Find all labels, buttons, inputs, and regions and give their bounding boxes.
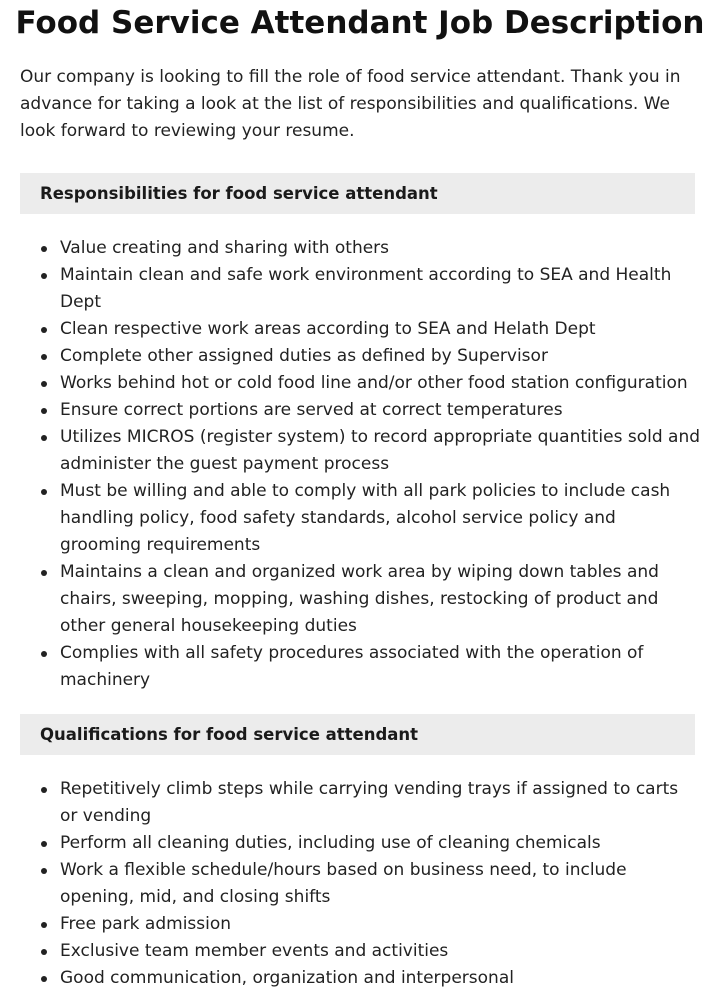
list-item-text: Must be willing and able to comply with all park policies to include cash handling policy, food safety standards, alcohol service policy and grooming requirements [60, 481, 671, 555]
list-item-text: Complies with all safety procedures associated with the operation of machinery [60, 643, 644, 690]
list-item [20, 559, 700, 640]
list-item [20, 938, 700, 965]
list-item [20, 911, 700, 938]
list-item [20, 965, 700, 992]
responsibilities-list [20, 235, 700, 694]
list-item [20, 235, 700, 262]
list-item-text: Exclusive team member events and activities [60, 941, 449, 961]
bullet-icon [41, 787, 47, 793]
list-item-text: Complete other assigned duties as defined by Supervisor [60, 346, 548, 366]
bullet-icon [41, 246, 47, 252]
bullet-icon [41, 949, 47, 955]
bullet-icon [41, 435, 47, 441]
bullet-icon [41, 976, 47, 982]
list-item-text: Utilizes MICROS (register system) to record appropriate quantities sold and administer the guest payment process [60, 427, 701, 474]
list-item-text: Maintains a clean and organized work area by wiping down tables and chairs, sweeping, mopping, washing dishes, restocking of product and other general housekeeping duties [60, 562, 659, 636]
responsibilities-heading: Responsibilities for food service attendant [20, 173, 695, 214]
qualifications-heading: Qualifications for food service attendant [20, 714, 695, 755]
list-item [20, 397, 700, 424]
list-item [20, 857, 700, 911]
bullet-icon [41, 273, 47, 279]
intro-paragraph: Our company is looking to fill the role of food service attendant. Thank you in advance for taking a look at the list of responsibilities and qualifications. We look forward to reviewing your resume. [20, 67, 681, 141]
list-item-text: Repetitively climb steps while carrying vending trays if assigned to carts or vending [60, 779, 679, 826]
qualifications-list [20, 776, 700, 992]
list-item [20, 370, 700, 397]
bullet-icon [41, 489, 47, 495]
list-item-text: Maintain clean and safe work environment according to SEA and Health Dept [60, 265, 672, 312]
list-item [20, 424, 700, 478]
list-item-text: Clean respective work areas according to SEA and Helath Dept [60, 319, 596, 339]
bullet-icon [41, 651, 47, 657]
list-item-text: Ensure correct portions are served at correct temperatures [60, 400, 563, 420]
list-item [20, 776, 700, 830]
bullet-icon [41, 327, 47, 333]
bullet-icon [41, 354, 47, 360]
list-item-text: Work a flexible schedule/hours based on business need, to include opening, mid, and closing shifts [60, 860, 627, 907]
list-item [20, 478, 700, 559]
list-item [20, 262, 700, 316]
bullet-icon [41, 381, 47, 387]
list-item-text: Works behind hot or cold food line and/or other food station configuration [60, 373, 688, 393]
list-item [20, 316, 700, 343]
bullet-icon [41, 408, 47, 414]
bullet-icon [41, 922, 47, 928]
list-item [20, 343, 700, 370]
list-item-text: Perform all cleaning duties, including use of cleaning chemicals [60, 833, 601, 853]
list-item [20, 830, 700, 857]
bullet-icon [41, 841, 47, 847]
list-item-text: Value creating and sharing with others [60, 238, 390, 258]
list-item-text: Good communication, organization and interpersonal [60, 968, 514, 988]
bullet-icon [41, 570, 47, 576]
page-title: Food Service Attendant Job Description [15, 5, 705, 41]
bullet-icon [41, 868, 47, 874]
list-item-text: Free park admission [60, 914, 232, 934]
list-item [20, 640, 700, 694]
